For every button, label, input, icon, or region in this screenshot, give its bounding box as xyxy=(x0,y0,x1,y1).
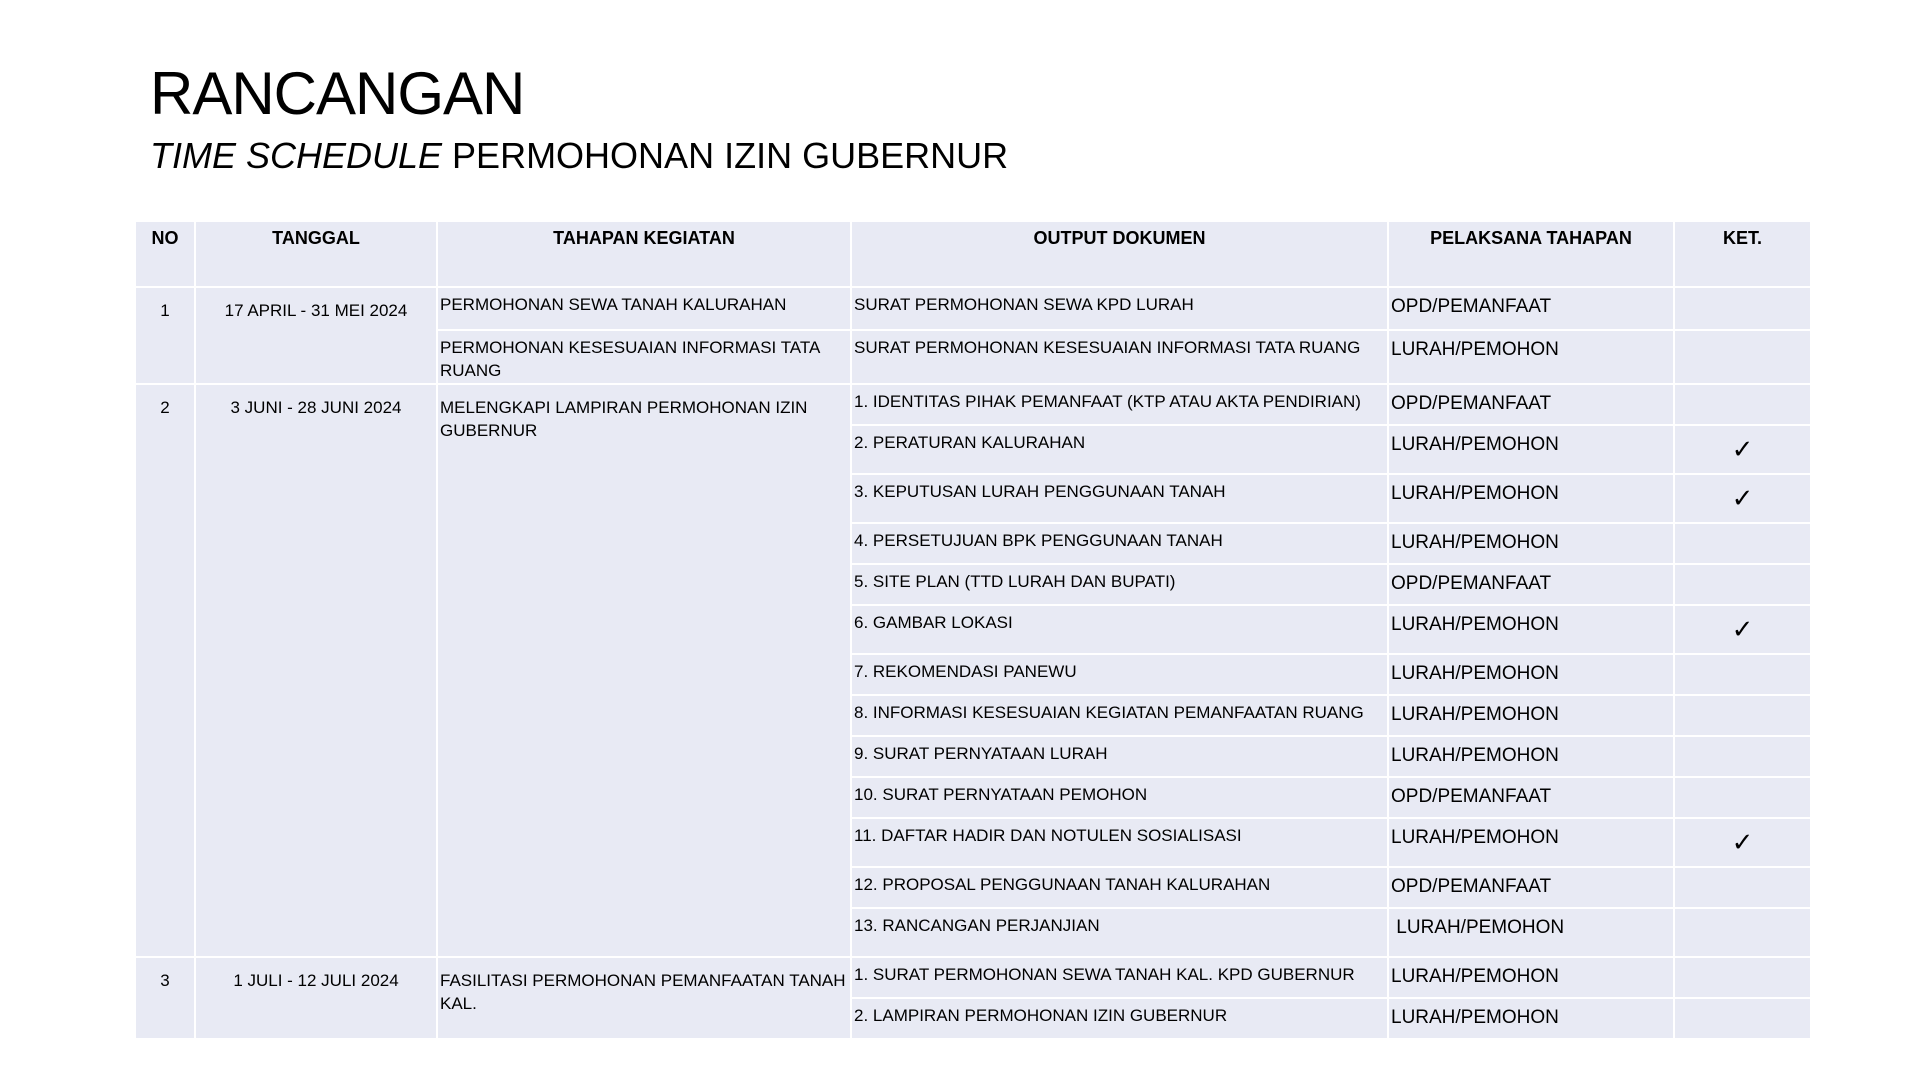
row-output: 1. IDENTITAS PIHAK PEMANFAAT (KTP ATAU AKTA PENDIRIAN) xyxy=(851,384,1388,425)
row-ket xyxy=(1674,654,1811,695)
row-output: 10. SURAT PERNYATAAN PEMOHON xyxy=(851,777,1388,818)
row-pelaksana: OPD/PEMANFAAT xyxy=(1388,287,1674,330)
check-icon: ✓ xyxy=(1674,605,1811,654)
row-output: 2. LAMPIRAN PERMOHONAN IZIN GUBERNUR xyxy=(851,998,1388,1039)
row-output: 7. REKOMENDASI PANEWU xyxy=(851,654,1388,695)
row-output: SURAT PERMOHONAN KESESUAIAN INFORMASI TATA RUANG xyxy=(851,330,1388,384)
row-ket xyxy=(1674,998,1811,1039)
row-output: 1. SURAT PERMOHONAN SEWA TANAH KAL. KPD GUBERNUR xyxy=(851,957,1388,998)
row-ket xyxy=(1674,867,1811,908)
row-output: 3. KEPUTUSAN LURAH PENGGUNAAN TANAH xyxy=(851,474,1388,523)
row-pelaksana: OPD/PEMANFAAT xyxy=(1388,867,1674,908)
check-icon: ✓ xyxy=(1674,818,1811,867)
row-pelaksana: LURAH/PEMOHON xyxy=(1388,736,1674,777)
row-output: 11. DAFTAR HADIR DAN NOTULEN SOSIALISASI xyxy=(851,818,1388,867)
row-ket xyxy=(1674,330,1811,384)
schedule-table xyxy=(134,220,1812,1040)
row-output: 9. SURAT PERNYATAAN LURAH xyxy=(851,736,1388,777)
row-pelaksana: OPD/PEMANFAAT xyxy=(1388,564,1674,605)
subtitle-italic: TIME SCHEDULE xyxy=(150,135,443,176)
table-row xyxy=(135,287,1811,330)
row-ket xyxy=(1674,695,1811,736)
col-header-pelaksana: PELAKSANA TAHAPAN xyxy=(1388,221,1674,287)
row-ket xyxy=(1674,957,1811,998)
row-pelaksana: LURAH/PEMOHON xyxy=(1388,957,1674,998)
row-output: 13. RANCANGAN PERJANJIAN xyxy=(851,908,1388,957)
row-tanggal: 3 JUNI - 28 JUNI 2024 xyxy=(195,384,437,957)
col-header-ket: KET. xyxy=(1674,221,1811,287)
row-tahapan: PERMOHONAN SEWA TANAH KALURAHAN xyxy=(437,287,851,330)
row-ket xyxy=(1674,287,1811,330)
subtitle-rest: PERMOHONAN IZIN GUBERNUR xyxy=(442,135,1009,176)
row-tahapan: FASILITASI PERMOHONAN PEMANFAATAN TANAH KAL. xyxy=(437,957,851,1039)
row-no: 1 xyxy=(135,287,195,384)
row-output: SURAT PERMOHONAN SEWA KPD LURAH xyxy=(851,287,1388,330)
row-output: 8. INFORMASI KESESUAIAN KEGIATAN PEMANFAATAN RUANG xyxy=(851,695,1388,736)
row-ket xyxy=(1674,384,1811,425)
row-pelaksana: LURAH/PEMOHON xyxy=(1388,908,1674,957)
row-pelaksana: LURAH/PEMOHON xyxy=(1388,998,1674,1039)
row-tanggal: 1 JULI - 12 JULI 2024 xyxy=(195,957,437,1039)
row-pelaksana: LURAH/PEMOHON xyxy=(1388,654,1674,695)
row-ket xyxy=(1674,777,1811,818)
col-header-output: OUTPUT DOKUMEN xyxy=(851,221,1388,287)
row-pelaksana: LURAH/PEMOHON xyxy=(1388,818,1674,867)
page-subtitle xyxy=(150,135,1009,176)
row-pelaksana: LURAH/PEMOHON xyxy=(1388,425,1674,474)
check-icon: ✓ xyxy=(1674,474,1811,523)
row-pelaksana: OPD/PEMANFAAT xyxy=(1388,777,1674,818)
row-ket xyxy=(1674,736,1811,777)
row-output: 6. GAMBAR LOKASI xyxy=(851,605,1388,654)
row-output: 5. SITE PLAN (TTD LURAH DAN BUPATI) xyxy=(851,564,1388,605)
row-pelaksana: LURAH/PEMOHON xyxy=(1388,605,1674,654)
header-row xyxy=(135,221,1811,287)
page-title: RANCANGAN xyxy=(150,60,525,127)
row-tahapan: MELENGKAPI LAMPIRAN PERMOHONAN IZIN GUBERNUR xyxy=(437,384,851,957)
col-header-no: NO xyxy=(135,221,195,287)
row-tanggal: 17 APRIL - 31 MEI 2024 xyxy=(195,287,437,384)
row-no: 2 xyxy=(135,384,195,957)
table-row xyxy=(135,957,1811,998)
col-header-tanggal: TANGGAL xyxy=(195,221,437,287)
row-no: 3 xyxy=(135,957,195,1039)
table-row xyxy=(135,384,1811,425)
row-output: 12. PROPOSAL PENGGUNAAN TANAH KALURAHAN xyxy=(851,867,1388,908)
row-ket xyxy=(1674,908,1811,957)
check-icon: ✓ xyxy=(1674,425,1811,474)
row-pelaksana: LURAH/PEMOHON xyxy=(1388,474,1674,523)
row-output: 4. PERSETUJUAN BPK PENGGUNAAN TANAH xyxy=(851,523,1388,564)
col-header-tahapan: TAHAPAN KEGIATAN xyxy=(437,221,851,287)
row-pelaksana: LURAH/PEMOHON xyxy=(1388,523,1674,564)
row-tahapan: PERMOHONAN KESESUAIAN INFORMASI TATA RUANG xyxy=(437,330,851,384)
row-ket xyxy=(1674,564,1811,605)
row-ket xyxy=(1674,523,1811,564)
row-output: 2. PERATURAN KALURAHAN xyxy=(851,425,1388,474)
row-pelaksana: LURAH/PEMOHON xyxy=(1388,330,1674,384)
row-pelaksana: LURAH/PEMOHON xyxy=(1388,695,1674,736)
row-pelaksana: OPD/PEMANFAAT xyxy=(1388,384,1674,425)
